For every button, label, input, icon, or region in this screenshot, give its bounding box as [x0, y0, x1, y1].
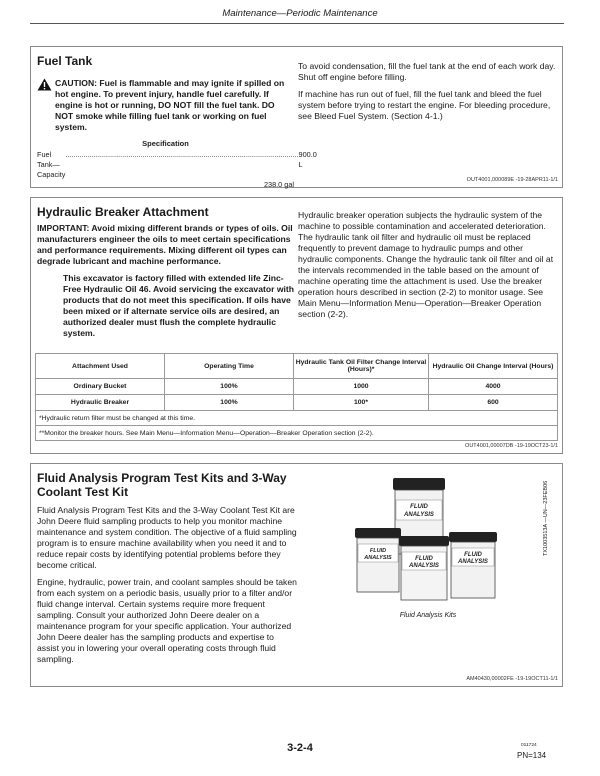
table-header: Operating Time	[165, 354, 294, 379]
jar-label-text: FLUID	[415, 556, 433, 562]
table-note-row	[36, 426, 558, 441]
footer-pn: PN=134	[517, 751, 547, 760]
fluid-kits-image	[349, 472, 507, 607]
warning-icon	[37, 78, 52, 91]
fuel-tank-right	[298, 61, 556, 128]
fluid-code: AM40430,00002FE -19-19OCT11-1/1	[466, 676, 558, 682]
jar-label-text: FLUID	[464, 552, 482, 558]
fuel-right-p1: To avoid condensation, fill the fuel tank at the end of each work day. Shut off engine before filling.	[298, 61, 556, 82]
table-note: *Hydraulic return filter must be changed at this time.	[36, 411, 558, 426]
hydraulic-section	[30, 197, 563, 454]
table-cell: 600	[429, 395, 558, 411]
fuel-right-p2: If machine has run out of fuel, fill the fuel tank and bleed the fuel system before trying to restart the engine. For bleeding procedure, see Bleed Fuel System. (Section 4-1.)	[298, 89, 551, 121]
table-row	[36, 395, 558, 411]
table-cell: 100%	[165, 379, 294, 395]
hydraulic-code: OUT4001,00007DB -19-19OCT23-1/1	[465, 443, 558, 449]
page-header: Maintenance—Periodic Maintenance	[222, 8, 378, 19]
fuel-tank-title: Fuel Tank	[37, 54, 93, 68]
table-cell: Hydraulic Breaker	[36, 395, 165, 411]
hydraulic-right-p: Hydraulic breaker operation subjects the hydraulic system of the machine to possible contamination and accelerated deterioration. The hydraulic tank oil filter and hydraulic oil must be replaced frequently to prevent damage to hydraulic pumps and other hydraulic components. Change the hydraulic tank oil filter and oil at the intervals recommended in the table based on the amount of machine operating time the attachment is used. Use the breaker operation hours described in section (2-2) to monitor usage. See Main Menu—Information Menu—Operation—Breaker Operation section (2-2).	[298, 210, 554, 319]
table-header: Attachment Used	[36, 354, 165, 379]
hydraulic-important: IMPORTANT: Avoid mixing different brands or types of oils. Oil manufacturers engineer the oils to meet certain specifications and performance requirements. Mixing different oil types can degrade lubricant and machine performance.	[37, 223, 293, 266]
fluid-analysis-section	[30, 463, 563, 687]
fluid-title: Fluid Analysis Program Test Kits and 3-Way Coolant Test Kit	[37, 471, 287, 499]
jar-label-text: ANALYSIS	[409, 563, 439, 569]
table-cell: Ordinary Bucket	[36, 379, 165, 395]
spec-title: Specification	[142, 139, 189, 148]
spec-leader: ...................................................................................................................	[65, 150, 299, 159]
jar-label-text: ANALYSIS	[404, 512, 434, 518]
jar-label-text: FLUID	[410, 504, 428, 510]
table-header: Hydraulic Tank Oil Filter Change Interval (Hours)*	[294, 354, 429, 379]
spec-value-liters: 900.0 L	[298, 150, 317, 169]
fuel-tank-section	[30, 46, 563, 188]
fluid-p1: Fluid Analysis Program Test Kits and the 3-Way Coolant Test Kit are John Deere fluid sampling products to help you monitor machine maintenance and system condition. The objective of a fluid sampling program is to ensure machine availability when you need it and to reduce repair costs by identifying potential problems before they become critical.	[37, 505, 297, 570]
jar-label-text: ANALYSIS	[458, 559, 488, 565]
oil-change-table	[35, 353, 558, 441]
jar-label-text: FLUID	[369, 548, 387, 554]
footer-date: 011724	[521, 743, 537, 748]
table-row	[36, 379, 558, 395]
fluid-p2: Engine, hydraulic, power train, and coolant samples should be taken from each system on a periodic basis, usually prior to a filter and/or fluid change interval. Certain systems require more frequent sampling. Consult your authorized John Deere dealer on a maintenance program for your specific application. Your authorized John Deere dealer has the sampling products and expertise to assist you in lowering your overall operating costs through fluid sampling.	[37, 577, 297, 664]
image-id: TX1003513A —UN—23FEB06	[543, 480, 549, 556]
fluid-kit-jars-illustration	[349, 472, 507, 607]
table-cell: 1000	[294, 379, 429, 395]
table-header-row	[36, 354, 558, 379]
hydraulic-title: Hydraulic Breaker Attachment	[37, 205, 209, 219]
hydraulic-right	[298, 210, 556, 326]
fuel-caution	[37, 78, 294, 133]
table-note-row	[36, 411, 558, 426]
spec-row	[37, 150, 317, 180]
table-cell: 100*	[294, 395, 429, 411]
spec-label: Fuel Tank—Capacity	[37, 150, 66, 179]
fuel-caution-text: CAUTION: Fuel is flammable and may ignite if spilled on hot engine. To prevent injury, handle fuel carefully. If engine is hot or running, DO NOT fill the fuel tank. DO NOT smoke while filling fuel tank or working on fuel system.	[55, 78, 285, 132]
header-rule	[30, 23, 564, 24]
spec-value-gallons: 238.0 gal	[263, 180, 294, 189]
jar-label-text: ANALYSIS	[364, 555, 392, 561]
table-cell: 100%	[165, 395, 294, 411]
hydraulic-factory-note: This excavator is factory filled with extended life Zinc-Free Hydraulic Oil 46. Avoid servicing the excavator with products that do not meet this specification. If oils have been mixed or if alternate service oils are desired, an authorized dealer must flush the complete hydraulic system.	[63, 273, 294, 338]
fluid-kits-caption: Fluid Analysis Kits	[399, 612, 457, 619]
fuel-tank-code: OUT4001,000089E -19-28APR11-1/1	[466, 177, 558, 183]
table-header: Hydraulic Oil Change Interval (Hours)	[429, 354, 558, 379]
table-cell: 4000	[429, 379, 558, 395]
table-note: **Monitor the breaker hours. See Main Menu—Information Menu—Operation—Breaker Operation section (2-2).	[36, 426, 558, 441]
page-number: 3-2-4	[287, 742, 313, 754]
